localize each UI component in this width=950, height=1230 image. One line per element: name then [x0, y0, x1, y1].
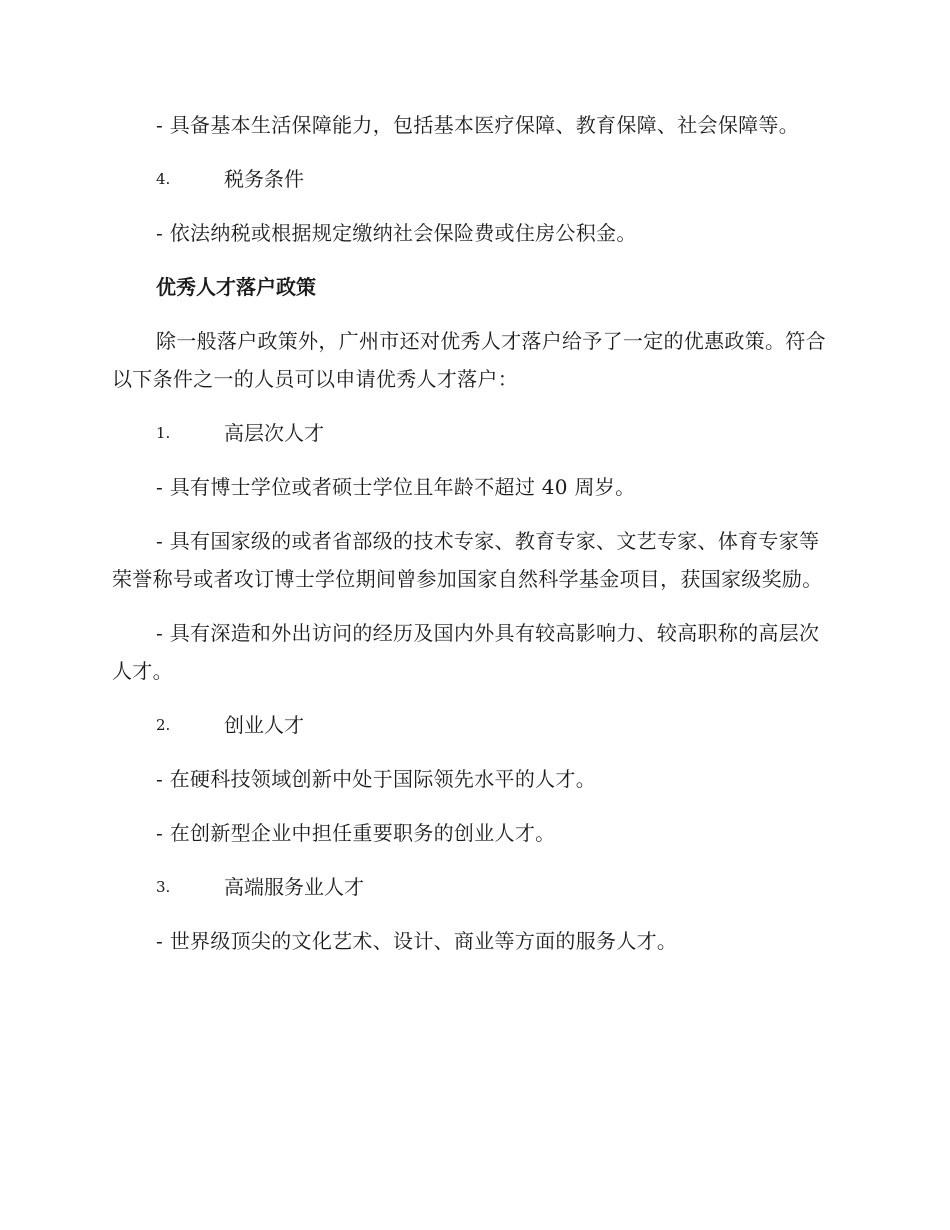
list-number: 3. [156, 878, 171, 896]
section-heading: 优秀人才落户政策 [156, 275, 316, 299]
list-label: 高层次人才 [224, 421, 324, 445]
list-item-tax-conditions [156, 160, 832, 198]
list-number: 4. [156, 170, 171, 188]
list-number: 1. [156, 424, 171, 442]
paragraph-hard-tech: - 在硬科技领域创新中处于国际领先水平的人才。 [156, 767, 597, 791]
paragraph-expert-title: - 具有国家级的或者省部级的技术专家、教育专家、文艺专家、体育专家等荣誉称号或者攻订博士学位期间曾参加国家自然科学基金项目，获国家级奖励。 [112, 529, 823, 591]
paragraph-policy-intro: 除一般落户政策外，广州市还对优秀人才落户给予了一定的优惠政策。符合以下条件之一的人员可以申请优秀人才落户： [112, 329, 826, 391]
list-label: 创业人才 [224, 713, 304, 737]
list-label: 税务条件 [224, 167, 304, 191]
paragraph-degree-requirement: - 具有博士学位或者硕士学位且年龄不超过 40 周岁。 [156, 475, 636, 499]
paragraph-tax-requirement: - 依法纳税或根据规定缴纳社会保险费或住房公积金。 [156, 221, 637, 245]
list-item-entrepreneur-talent [156, 706, 832, 744]
document-page [112, 106, 832, 976]
list-number: 2. [156, 716, 171, 734]
list-label: 高端服务业人才 [224, 875, 364, 899]
paragraph-study-visit: - 具有深造和外出访问的经历及国内外具有较高影响力、较高职称的高层次人才。 [112, 621, 820, 683]
list-item-high-level-talent [156, 414, 832, 452]
list-item-service-talent [156, 868, 832, 906]
paragraph-innovative-enterprise: - 在创新型企业中担任重要职务的创业人才。 [156, 821, 556, 845]
paragraph-living-security: - 具备基本生活保障能力，包括基本医疗保障、教育保障、社会保障等。 [156, 113, 800, 137]
paragraph-service-talent: - 世界级顶尖的文化艺术、设计、商业等方面的服务人才。 [156, 929, 678, 953]
